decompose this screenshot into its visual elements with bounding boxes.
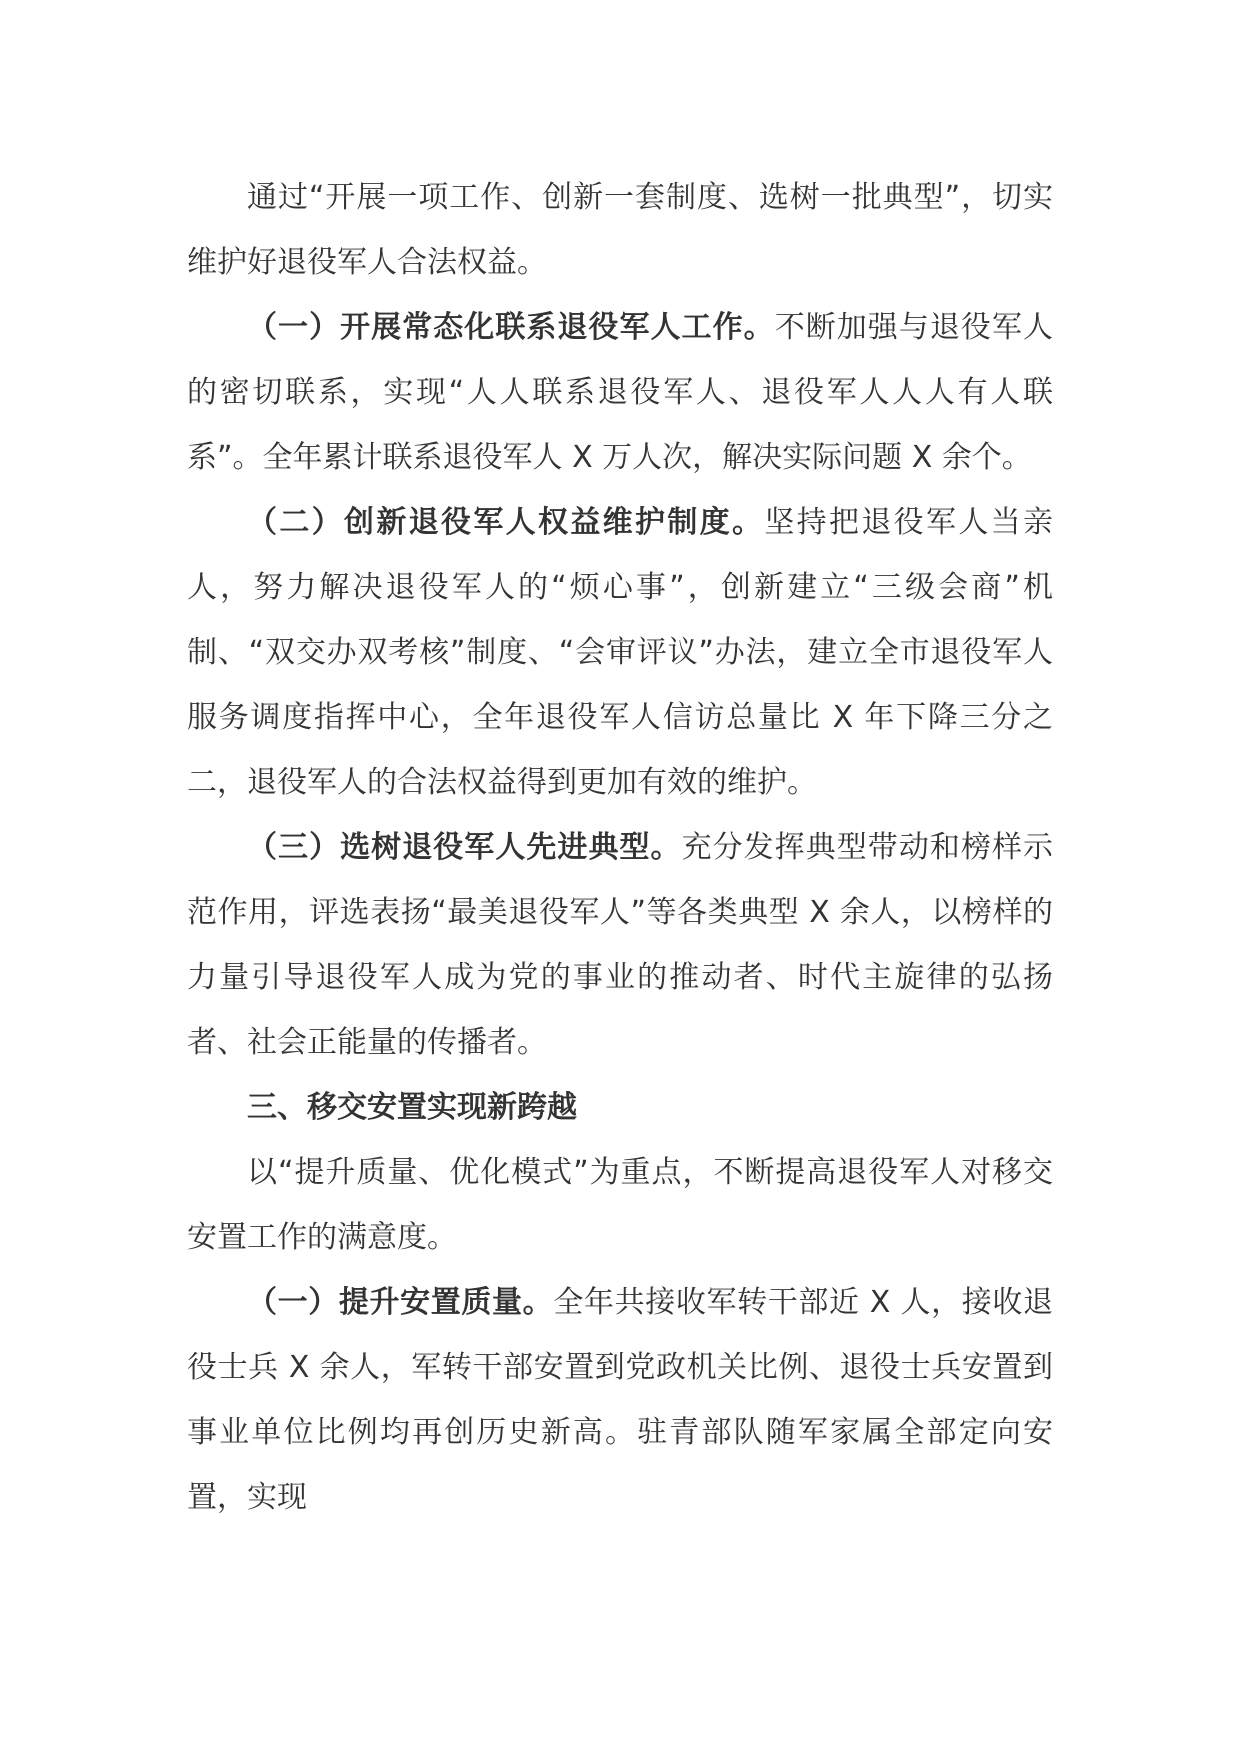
paragraph-lead: （一）提升安置质量。	[247, 1285, 554, 1320]
paragraph-item-3	[187, 815, 1053, 1075]
paragraph-item-2	[187, 490, 1053, 815]
paragraph-lead: （三）选树退役军人先进典型。	[247, 830, 682, 865]
paragraph-text: 通过“开展一项工作、创新一套制度、选树一批典型”，切实维护好退役军人合法权益。	[187, 180, 1053, 280]
paragraph-text: 不断加强与退役军人的密切联系，实现“人人联系退役军人、退役军人人人有人联系”。全年累计联系退役军人 X 万人次，解决实际问题 X 余个。	[187, 310, 1054, 475]
paragraph-section-intro	[187, 1140, 1053, 1270]
section-heading: 三、移交安置实现新跨越	[247, 1090, 577, 1125]
document-page	[187, 165, 1053, 1530]
paragraph-intro	[187, 165, 1053, 295]
paragraph-lead: （二）创新退役军人权益维护制度。	[247, 505, 765, 540]
paragraph-lead: （一）开展常态化联系退役军人工作。	[247, 310, 775, 345]
paragraph-item-quality	[187, 1270, 1053, 1530]
paragraph-text: 充分发挥典型带动和榜样示范作用，评选表扬“最美退役军人”等各类典型 X 余人，以榜样的力量引导退役军人成为党的事业的推动者、时代主旋律的弘扬者、社会正能量的传播者。	[187, 830, 1054, 1060]
paragraph-text: 全年共接收军转干部近 X 人，接收退役士兵 X 余人，军转干部安置到党政机关比例、退役士兵安置到事业单位比例均再创历史新高。驻青部队随军家属全部定向安置，实现	[187, 1285, 1054, 1515]
paragraph-text: 坚持把退役军人当亲人，努力解决退役军人的“烦心事”，创新建立“三级会商”机制、“双交办双考核”制度、“会审评议”办法，建立全市退役军人服务调度指挥中心，全年退役军人信访总量比 X 年下降三分之二，退役军人的合法权益得到更加有效的维护。	[187, 505, 1054, 800]
paragraph-text: 以“提升质量、优化模式”为重点，不断提高退役军人对移交安置工作的满意度。	[187, 1155, 1053, 1255]
paragraph-item-1	[187, 295, 1053, 490]
